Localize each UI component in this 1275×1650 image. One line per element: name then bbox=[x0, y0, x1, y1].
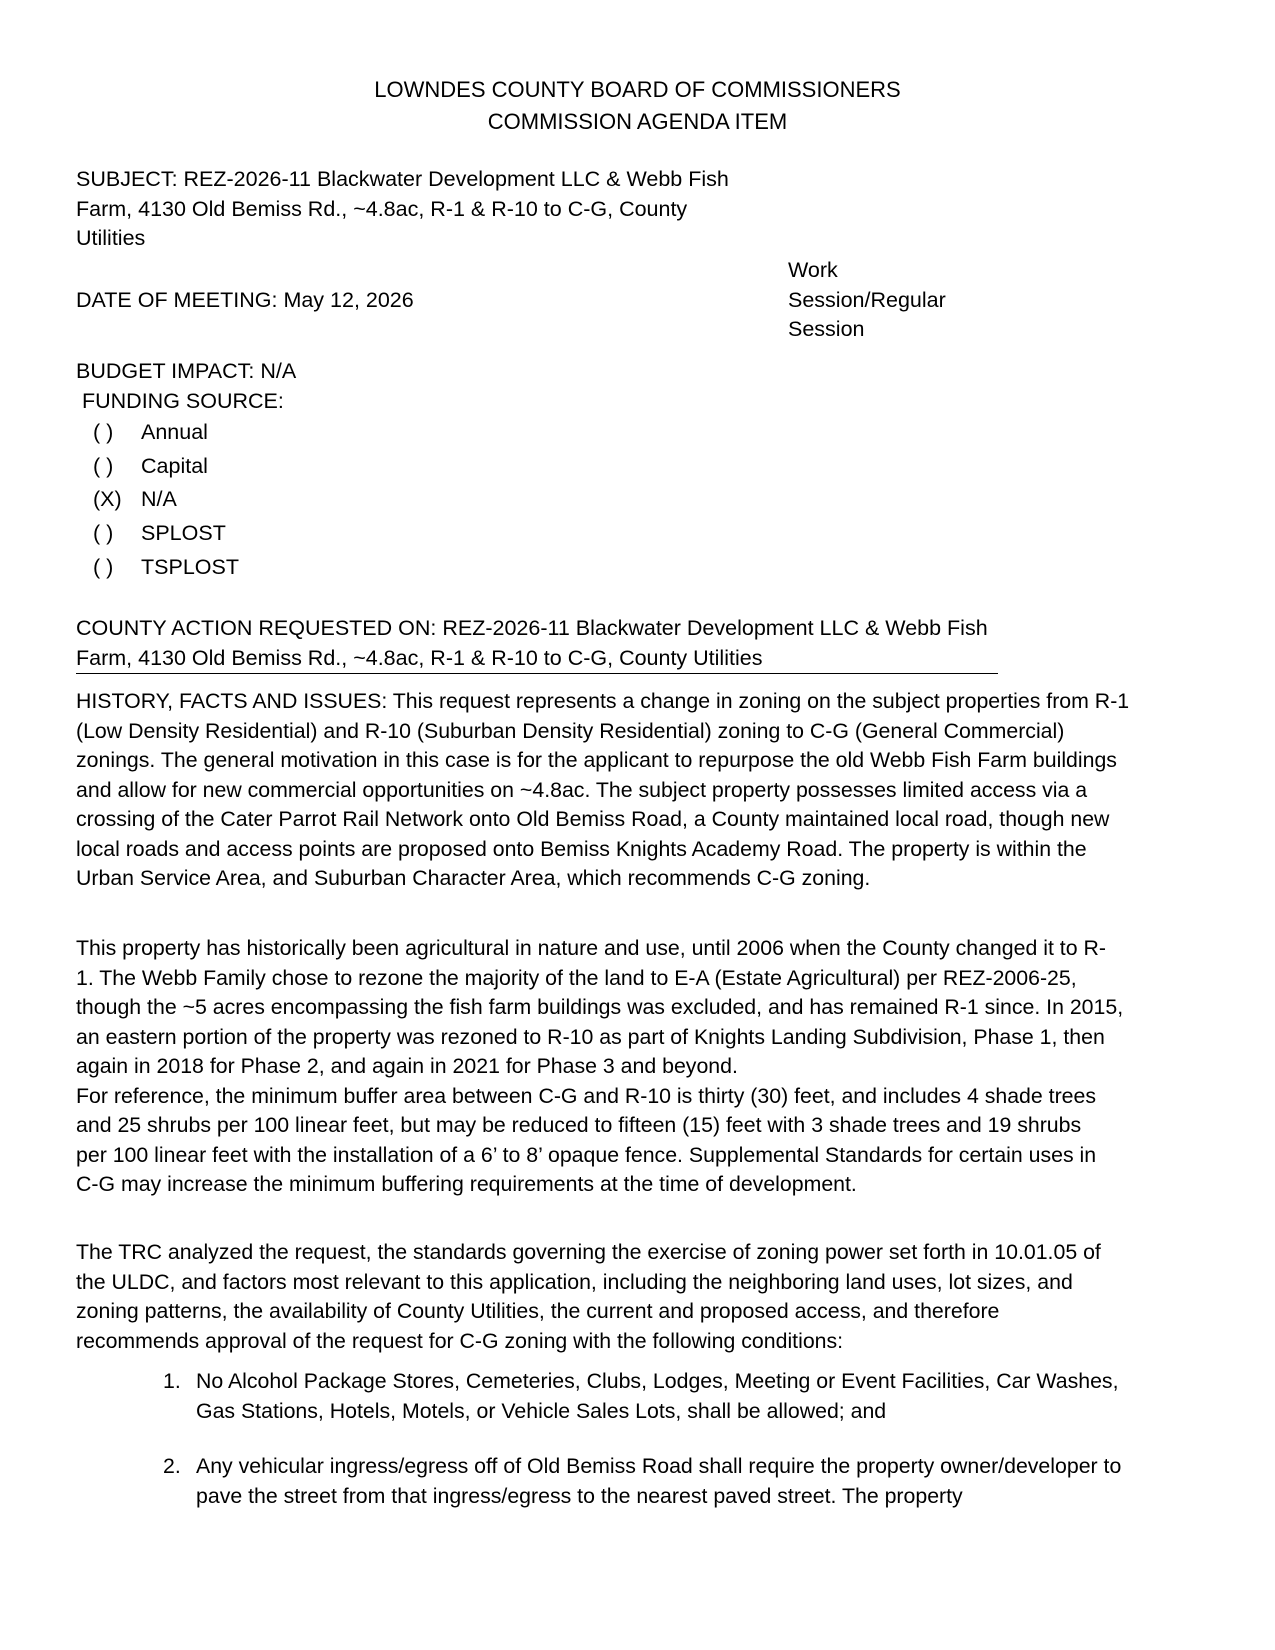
paragraph-line: the ULDC, and factors most relevant to this application, including the neighboring land uses, lot sizes, and bbox=[76, 1269, 1073, 1294]
condition-line: Any vehicular ingress/egress off of Old Bemiss Road shall require the property owner/developer to bbox=[196, 1454, 1122, 1478]
paragraph-line: 1. The Webb Family chose to rezone the majority of the land to E-A (Estate Agricultural) per REZ-2006-25, bbox=[76, 965, 1077, 990]
paragraph-line: Urban Service Area, and Suburban Character Area, which recommends C-G zoning. bbox=[76, 866, 871, 890]
condition-item bbox=[163, 1367, 1203, 1426]
paragraph-line: zoning patterns, the availability of County Utilities, the current and proposed access, and therefore bbox=[76, 1299, 1000, 1323]
funding-option-splost bbox=[93, 521, 226, 546]
county-action-line: COUNTY ACTION REQUESTED ON: REZ-2026-11 Blackwater Development LLC & Webb Fish bbox=[76, 616, 988, 640]
funding-option-label: TSPLOST bbox=[141, 555, 239, 579]
paragraph-line: an eastern portion of the property was rezoned to R-10 as part of Knights Landing Subdivision, Phase 1, then bbox=[76, 1024, 1105, 1049]
funding-option-label: Annual bbox=[141, 420, 208, 444]
document-header bbox=[0, 74, 1275, 138]
paragraph-line: crossing of the Cater Parrot Rail Network onto Old Bemiss Road, a County maintained local road, though new bbox=[76, 807, 1110, 831]
funding-checkbox: (X) bbox=[93, 487, 122, 511]
condition-number: 1. bbox=[163, 1369, 181, 1393]
paragraph-line: (Low Density Residential) and R-10 (Suburban Density Residential) zoning to C-G (General Commercial) bbox=[76, 718, 1065, 743]
funding-source-label: FUNDING SOURCE: bbox=[82, 389, 284, 413]
agenda-item-title: COMMISSION AGENDA ITEM bbox=[487, 109, 788, 134]
condition-item bbox=[163, 1452, 1203, 1511]
paragraph-line: and allow for new commercial opportunities on ~4.8ac. The subject property possesses limited access via a bbox=[76, 777, 1088, 802]
funding-checkbox: ( ) bbox=[93, 521, 114, 545]
condition-line: pave the street from that ingress/egress to the nearest paved street. The property bbox=[196, 1483, 963, 1508]
funding-checkbox: ( ) bbox=[93, 555, 114, 579]
funding-option-tsplost bbox=[93, 555, 239, 580]
condition-number: 2. bbox=[163, 1454, 181, 1478]
meeting-date: DATE OF MEETING: May 12, 2026 bbox=[76, 288, 414, 312]
background-paragraph bbox=[76, 934, 1206, 1200]
county-action-line: Farm, 4130 Old Bemiss Rd., ~4.8ac, R-1 & R-10 to C-G, County Utilities bbox=[76, 645, 763, 670]
subject-line: SUBJECT: REZ-2026-11 Blackwater Development LLC & Webb Fish bbox=[76, 167, 729, 191]
paragraph-line: though the ~5 acres encompassing the fish farm buildings was excluded, and has remained R-1 since. In 2015, bbox=[76, 995, 1124, 1019]
funding-option-na bbox=[93, 487, 177, 512]
funding-checkbox: ( ) bbox=[93, 454, 114, 478]
funding-option-capital bbox=[93, 454, 208, 479]
paragraph-line: again in 2018 for Phase 2, and again in 2021 for Phase 3 and beyond. bbox=[76, 1054, 738, 1078]
board-title: LOWNDES COUNTY BOARD OF COMMISSIONERS bbox=[374, 77, 901, 102]
subject-block bbox=[76, 165, 756, 254]
session-type-line: Work bbox=[788, 258, 838, 282]
paragraph-line: This property has historically been agricultural in nature and use, until 2006 when the County changed it to R- bbox=[76, 936, 1106, 960]
paragraph-line: For reference, the minimum buffer area between C-G and R-10 is thirty (30) feet, and includes 4 shade trees bbox=[76, 1083, 1096, 1108]
paragraph-line: HISTORY, FACTS AND ISSUES: This request represents a change in zoning on the subject properties from R-1 bbox=[76, 689, 1130, 713]
session-type-line: Session/Regular bbox=[788, 287, 946, 312]
subject-line: Utilities bbox=[76, 226, 146, 250]
session-type-line: Session bbox=[788, 317, 865, 341]
condition-line: No Alcohol Package Stores, Cemeteries, Clubs, Lodges, Meeting or Event Facilities, Car Washes, bbox=[196, 1369, 1119, 1393]
subject-line: Farm, 4130 Old Bemiss Rd., ~4.8ac, R-1 & R-10 to C-G, County bbox=[76, 196, 688, 221]
funding-checkbox: ( ) bbox=[93, 420, 114, 444]
funding-option-label: SPLOST bbox=[141, 521, 226, 545]
trc-paragraph bbox=[76, 1238, 1206, 1356]
funding-option-annual bbox=[93, 420, 208, 445]
county-action-block bbox=[76, 614, 996, 673]
funding-option-label: Capital bbox=[141, 454, 208, 478]
section-divider bbox=[76, 673, 998, 674]
paragraph-line: local roads and access points are proposed onto Bemiss Knights Academy Road. The property is within the bbox=[76, 836, 1087, 861]
session-type bbox=[788, 256, 1008, 345]
paragraph-line: The TRC analyzed the request, the standards governing the exercise of zoning power set forth in 10.01.05 of bbox=[76, 1240, 1101, 1264]
paragraph-line: C-G may increase the minimum buffering requirements at the time of development. bbox=[76, 1172, 857, 1196]
paragraph-line: recommends approval of the request for C-G zoning with the following conditions: bbox=[76, 1328, 844, 1353]
paragraph-line: and 25 shrubs per 100 linear feet, but may be reduced to fifteen (15) feet with 3 shade trees and 19 shrubs bbox=[76, 1113, 1082, 1137]
paragraph-line: per 100 linear feet with the installation of a 6’ to 8’ opaque fence. Supplemental Standards for certain uses in bbox=[76, 1142, 1097, 1167]
condition-line: Gas Stations, Hotels, Motels, or Vehicle Sales Lots, shall be allowed; and bbox=[196, 1398, 887, 1423]
paragraph-line: zonings. The general motivation in this case is for the applicant to repurpose the old Webb Fish Farm buildings bbox=[76, 748, 1117, 772]
history-paragraph bbox=[76, 687, 1206, 894]
funding-option-label: N/A bbox=[141, 487, 177, 511]
budget-impact: BUDGET IMPACT: N/A bbox=[76, 359, 297, 383]
